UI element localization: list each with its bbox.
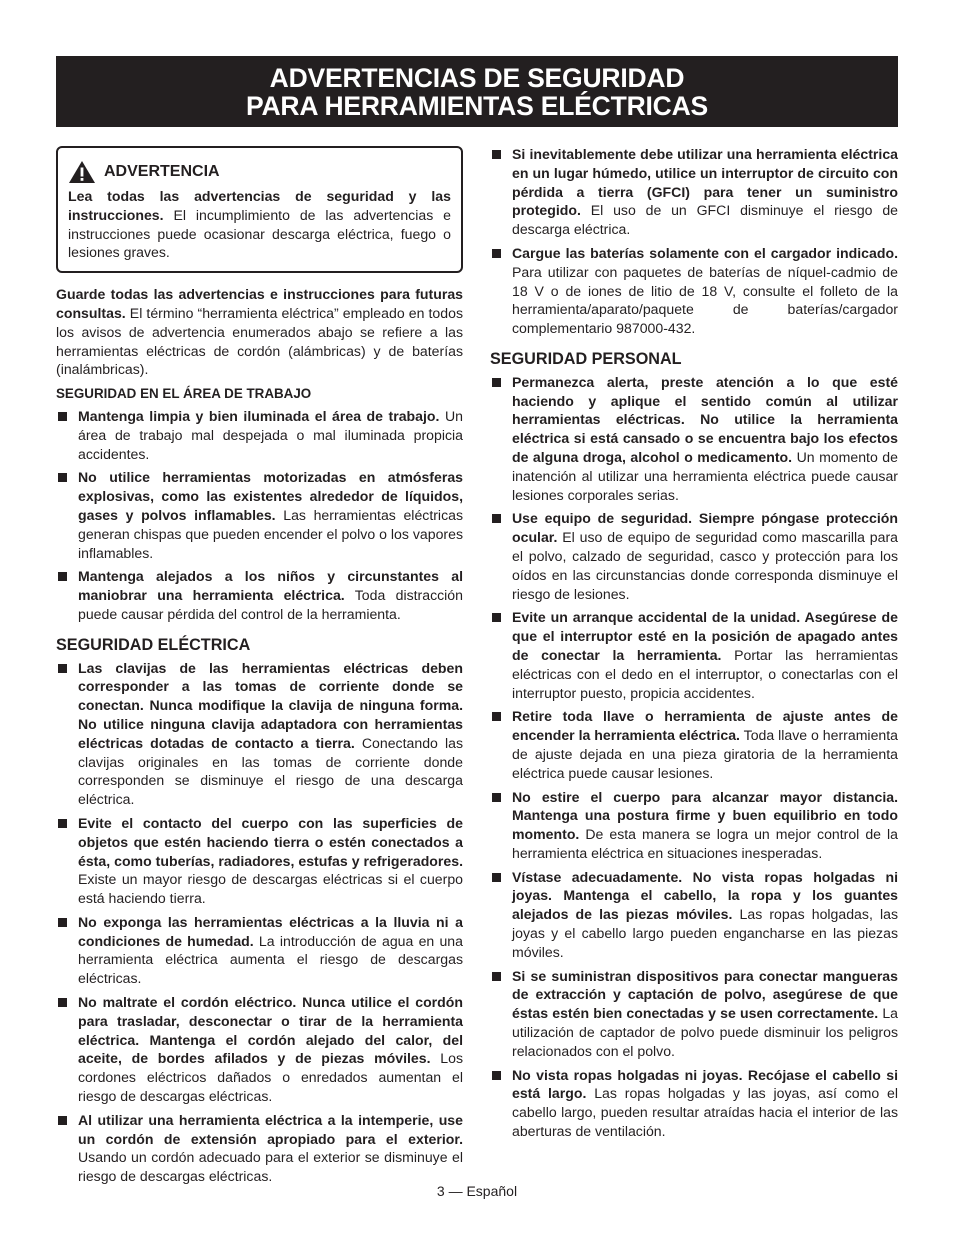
electrical-list <box>56 659 463 1187</box>
work-area-heading: SEGURIDAD EN EL ÁREA DE TRABAJO <box>56 386 312 402</box>
electrical-list-continued <box>490 145 898 338</box>
warning-triangle-icon <box>68 160 96 184</box>
electrical-heading: SEGURIDAD ELÉCTRICA <box>56 635 251 654</box>
work-area-list <box>56 407 463 624</box>
bullet-square-icon <box>492 378 501 387</box>
bullet-square-icon <box>492 712 501 721</box>
page-title-banner <box>56 56 898 127</box>
bullet-square-icon <box>492 613 501 622</box>
bullet-item: Al utilizar una herramienta eléctrica a la intemperie, use un cordón de extensión apropiado para el exterior. Usando un cordón adecuado para el exterior se disminuye el riesgo de descargas eléctricas. <box>56 1111 463 1186</box>
bullet-square-icon <box>492 873 501 882</box>
personal-list <box>490 373 898 1141</box>
bullet-square-icon <box>492 150 501 159</box>
bullet-item: Vístase adecuadamente. No vista ropas holgadas ni joyas. Mantenga el cabello, la ropa y los guantes alejados de las piezas móviles. Las ropas holgadas, las joyas y el cabello largo pueden engancharse en las piezas móviles. <box>490 868 898 962</box>
bullet-item: Evite un arranque accidental de la unidad. Asegúrese de que el interruptor esté en la posición de apagado antes de conectar la herramienta. Portar las herramientas eléctricas con el dedo en el interruptor, o conectarlas con el interruptor puesto, propicia accidentes. <box>490 608 898 702</box>
bullet-square-icon <box>492 793 501 802</box>
bullet-item: Retire toda llave o herramienta de ajuste antes de encender la herramienta eléctrica. Toda llave o herramienta de ajuste dejada en una pieza giratoria de la herramienta eléctrica puede causar lesiones. <box>490 707 898 782</box>
left-column <box>56 146 463 1191</box>
bullet-square-icon <box>58 412 67 421</box>
bullet-item: Permanezca alerta, preste atención a lo que esté haciendo y aplique el sentido común al utilizar herramientas eléctricas. No utilice la herramienta eléctrica si está cansado o se encuentra bajo los efectos de alguna droga, alcohol o medicamento. Un momento de inatención al utilizar una herramienta eléctrica puede causar lesiones corporales serias. <box>490 373 898 505</box>
page-footer: 3 — Español <box>436 1183 518 1199</box>
bullet-square-icon <box>492 972 501 981</box>
bullet-item: Si inevitablemente debe utilizar una herramienta eléctrica en un lugar húmedo, utilice un interruptor de circuito con pérdida a tierra (GFCI) para tener un suministro protegido. El uso de un GFCI disminuye el riesgo de descarga eléctrica. <box>490 145 898 239</box>
bullet-square-icon <box>492 514 501 523</box>
personal-heading: SEGURIDAD PERSONAL <box>490 349 682 368</box>
bullet-square-icon <box>58 998 67 1007</box>
bullet-square-icon <box>58 1116 67 1125</box>
warning-heading: ADVERTENCIA <box>104 162 220 180</box>
bullet-square-icon <box>58 819 67 828</box>
bullet-square-icon <box>492 249 501 258</box>
bullet-square-icon <box>492 1071 501 1080</box>
bullet-item: No exponga las herramientas eléctricas a la lluvia ni a condiciones de humedad. La introducción de agua en una herramienta eléctrica aumenta el riesgo de descargas eléctricas. <box>56 913 463 988</box>
bullet-square-icon <box>58 664 67 673</box>
bullet-square-icon <box>58 572 67 581</box>
title-line-2: PARA HERRAMIENTAS ELÉCTRICAS <box>245 91 709 121</box>
bullet-square-icon <box>58 473 67 482</box>
bullet-item: No estire el cuerpo para alcanzar mayor distancia. Mantenga una postura firme y buen equilibrio en todo momento. De esta manera se logra un mejor control de la herramienta eléctrica en situaciones inesperadas. <box>490 788 898 863</box>
bullet-item: Si se suministran dispositivos para conectar mangueras de extracción y captación de polvo, asegúrese de que éstas estén bien conectadas y se usen correctamente. La utilización de captador de polvo puede disminuir los peligros relacionados con el polvo. <box>490 967 898 1061</box>
bullet-item: Cargue las baterías solamente con el cargador indicado. Para utilizar con paquetes de baterías de níquel-cadmio de 18 V o de iones de litio de 18 V, consulte el folleto de la herramienta/aparato/paquete de baterías/cargador complementario 987000-432. <box>490 244 898 338</box>
bullet-item: Mantenga alejados a los niños y circunstantes al maniobrar una herramienta eléctrica. Toda distracción puede causar pérdida del control de la herramienta. <box>56 567 463 623</box>
bullet-item: No maltrate el cordón eléctrico. Nunca utilice el cordón para trasladar, desconectar o tirar de la herramienta eléctrica. Mantenga el cordón alejado del calor, del aceite, de bordes afilados y de piezas móviles. Los cordones eléctricos dañados o enredados aumentan el riesgo de descargas eléctricas. <box>56 993 463 1106</box>
bullet-item: No utilice herramientas motorizadas en atmósferas explosivas, como las existentes alrededor de líquidos, gases y polvos inflamables. Las herramientas eléctricas generan chispas que pueden encender el polvo o los vapores inflamables. <box>56 468 463 562</box>
warning-text: Lea todas las advertencias de seguridad y las instrucciones. El incumplimiento de las advertencias e instrucciones puede ocasionar descarga eléctrica, fuego o lesiones graves. <box>68 188 451 261</box>
intro-paragraph: Guarde todas las advertencias e instrucciones para futuras consultas. El término “herramienta eléctrica” empleado en todos los avisos de advertencia enumerados abajo se refiere a las herramientas eléctricas de cordón (alámbricas) y de baterías (inalámbricas). <box>56 286 463 378</box>
bullet-item: Mantenga limpia y bien iluminada el área de trabajo. Un área de trabajo mal despejada o mal iluminada propicia accidentes. <box>56 407 463 463</box>
right-column <box>490 145 898 1146</box>
bullet-item: Evite el contacto del cuerpo con las superficies de objetos que estén haciendo tierra o estén conectados a ésta, como tuberías, radiadores, estufas y refrigeradores. Existe un mayor riesgo de descargas eléctricas si el cuerpo está haciendo tierra. <box>56 814 463 908</box>
bullet-square-icon <box>58 918 67 927</box>
warning-box <box>56 146 463 273</box>
bullet-item: No vista ropas holgadas ni joyas. Recójase el cabello si está largo. Las ropas holgadas y las joyas, así como el cabello largo, pueden resultar atraídas hacia el interior de las aberturas de ventilación. <box>490 1066 898 1141</box>
title-line-1: ADVERTENCIAS DE SEGURIDAD <box>269 63 685 93</box>
bullet-item: Use equipo de seguridad. Siempre póngase protección ocular. El uso de equipo de seguridad como mascarilla para el polvo, calzado de seguridad, casco y protección para los oídos en las circunstancias donde corresponda disminuye el riesgo de lesiones. <box>490 509 898 603</box>
warning-header <box>68 160 451 184</box>
bullet-item: Las clavijas de las herramientas eléctricas deben corresponder a las tomas de corriente donde se conectan. Nunca modifique la clavija de ninguna forma. No utilice ninguna clavija adaptadora con herramientas eléctricas dotadas de contacto a tierra. Conectando las clavijas originales en las tomas de corriente donde corresponden se disminuye el riesgo de una descarga eléctrica. <box>56 659 463 809</box>
